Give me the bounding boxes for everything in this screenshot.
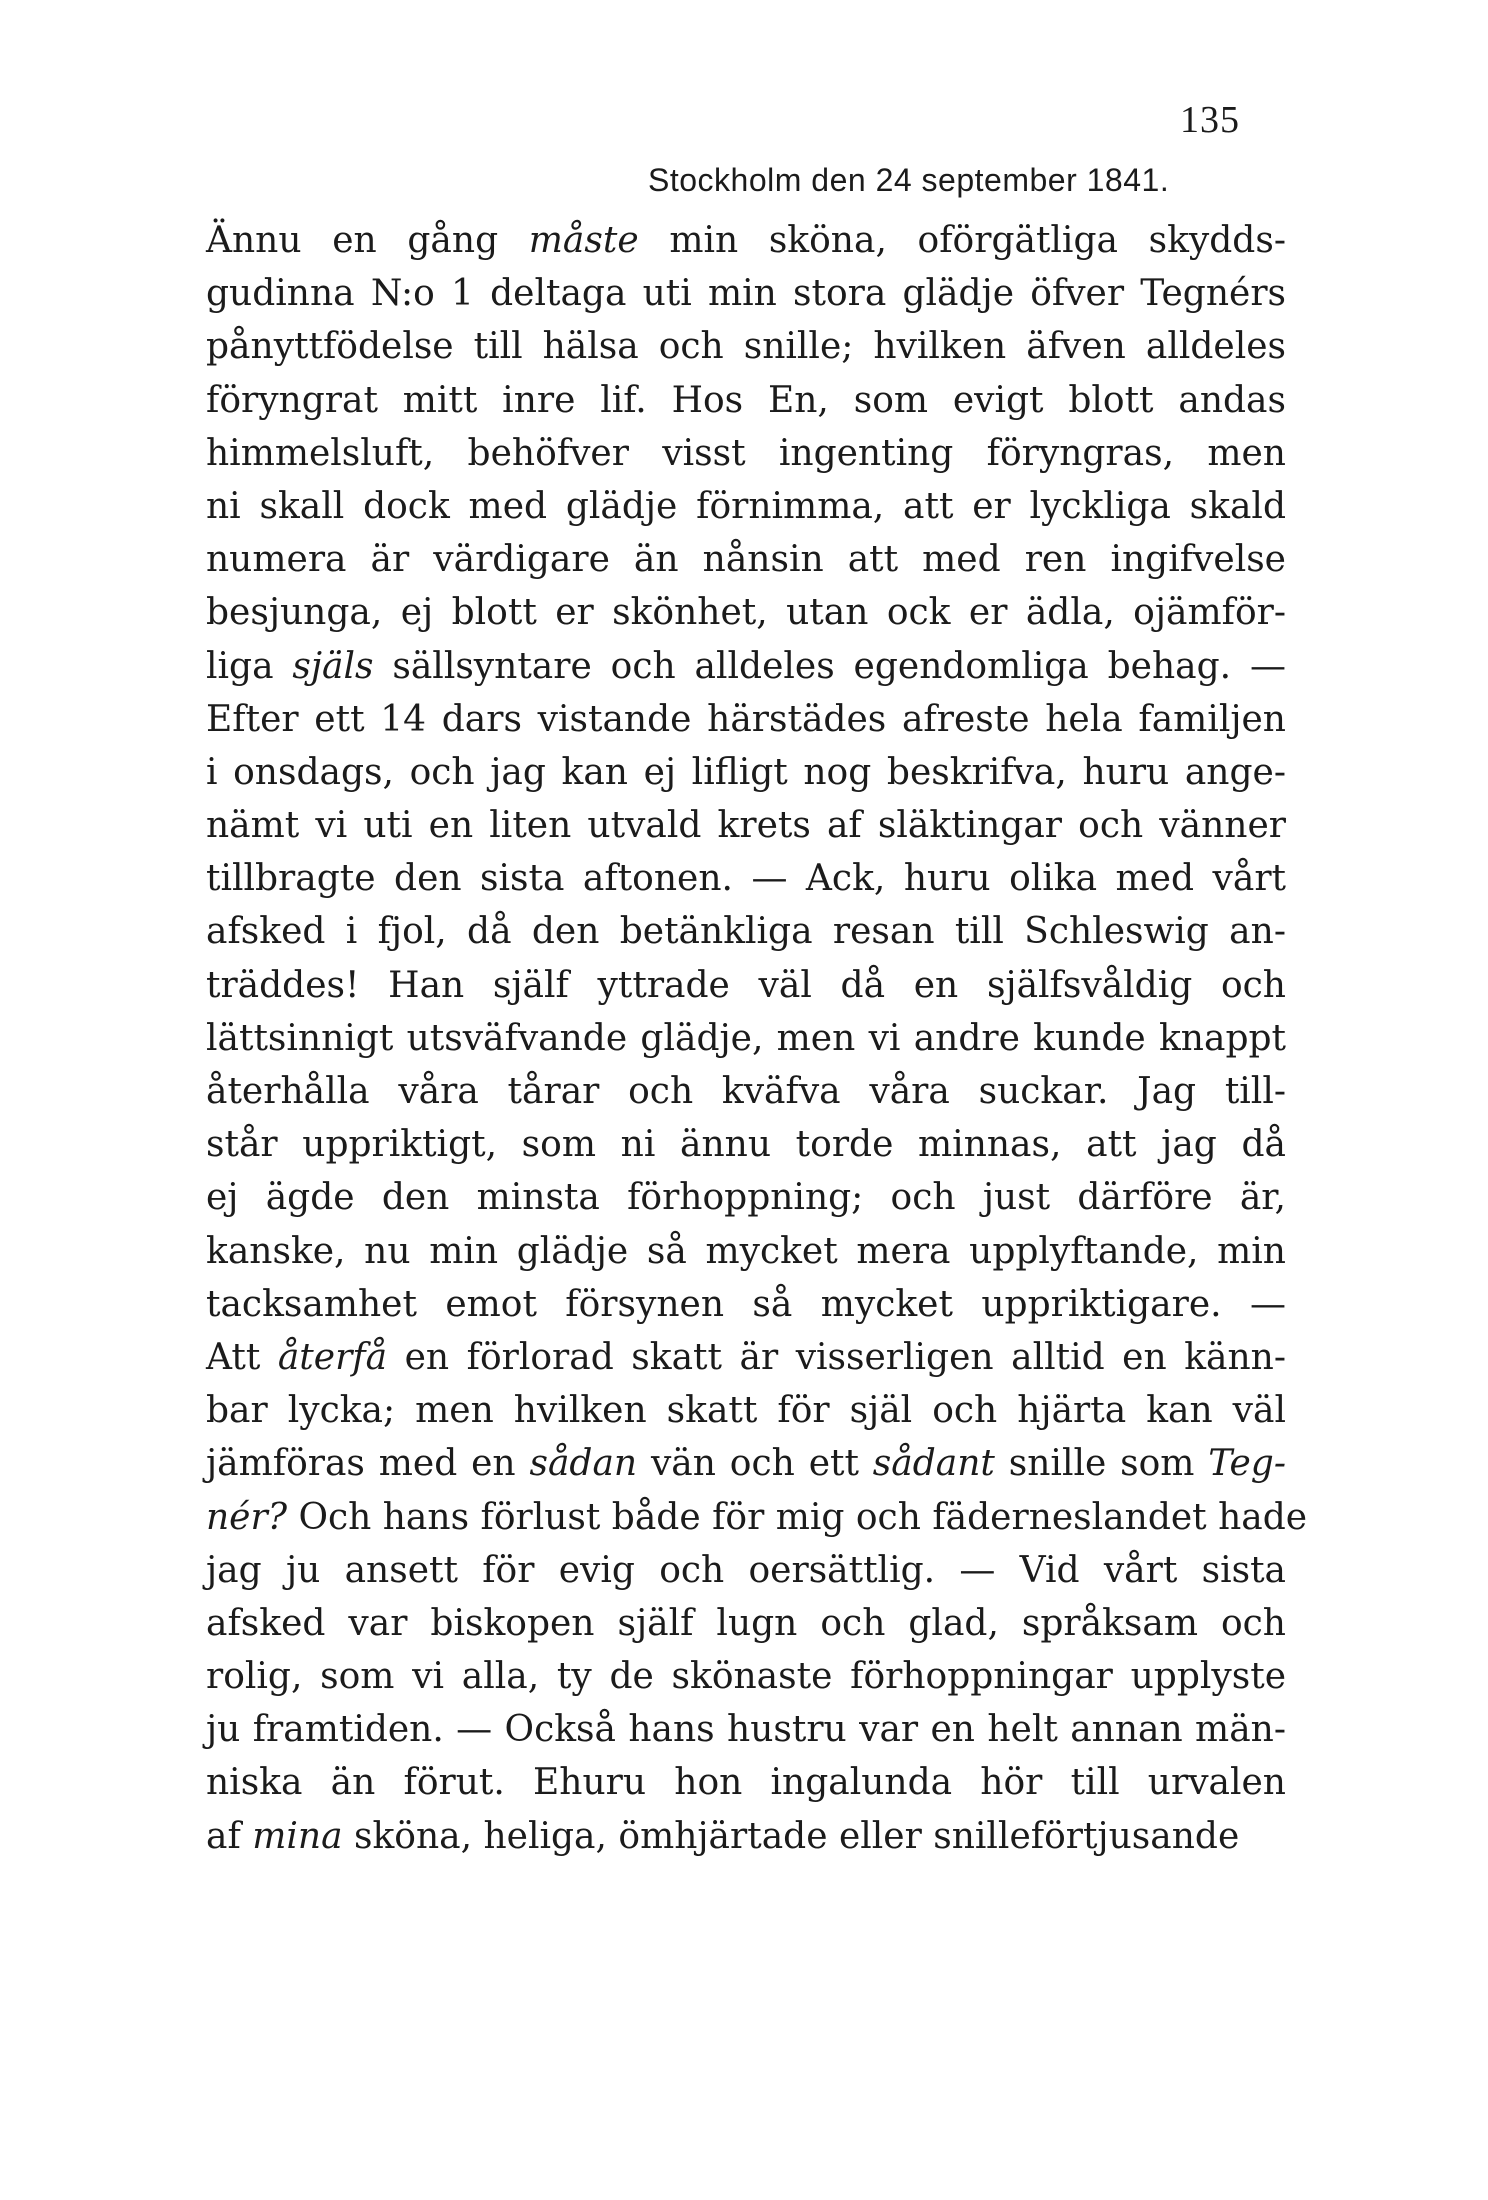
text-line bbox=[206, 1437, 1286, 1490]
text-line bbox=[206, 693, 1286, 746]
text-segment: niska än förut. Ehuru hon ingalunda hör till urvalen bbox=[206, 1762, 1286, 1804]
text-line bbox=[206, 640, 1286, 693]
text-segment: sällsyntare och alldeles egendomliga behag. — bbox=[373, 645, 1286, 687]
text-line bbox=[206, 852, 1286, 905]
text-line bbox=[206, 1756, 1286, 1809]
text-line bbox=[206, 427, 1286, 480]
text-segment: en förlorad skatt är visserligen alltid en känn- bbox=[387, 1336, 1287, 1378]
text-line bbox=[206, 1384, 1286, 1437]
text-line bbox=[206, 586, 1286, 639]
dateline: Stockholm den 24 september 1841. bbox=[648, 162, 1170, 198]
text-segment: träddes! Han själf yttrade väl då en själfsvåldig och bbox=[206, 964, 1286, 1006]
text-line bbox=[206, 533, 1286, 586]
text-segment: Efter ett 14 dars vistande härstädes afreste hela familjen bbox=[206, 698, 1286, 740]
text-line bbox=[206, 267, 1286, 320]
text-line bbox=[206, 1171, 1286, 1224]
text-segment: återhålla våra tårar och kväfva våra suckar. Jag till- bbox=[206, 1071, 1286, 1112]
text-line bbox=[206, 1012, 1286, 1065]
text-line bbox=[206, 1703, 1286, 1756]
text-line bbox=[206, 1065, 1286, 1118]
italic-text: själs bbox=[292, 645, 374, 687]
text-segment: Att bbox=[206, 1336, 278, 1378]
text-line bbox=[206, 959, 1286, 1012]
text-segment: afsked i fjol, då den betänkliga resan till Schleswig an- bbox=[206, 911, 1286, 953]
text-line bbox=[206, 905, 1286, 958]
text-segment: liga bbox=[206, 645, 293, 687]
text-line bbox=[206, 1118, 1286, 1171]
italic-text: sådan bbox=[529, 1443, 638, 1485]
text-segment: ej ägde den minsta förhoppning; och just därföre är, bbox=[206, 1177, 1286, 1219]
page-number: 135 bbox=[1180, 99, 1240, 141]
text-segment: jag ju ansett för evig och oersättlig. — Vid vårt sista bbox=[206, 1549, 1286, 1591]
italic-text: Teg- bbox=[1208, 1443, 1287, 1485]
text-segment: i onsdags, och jag kan ej lifligt nog beskrifva, huru ange- bbox=[206, 751, 1286, 793]
body-text bbox=[206, 214, 1308, 1863]
text-segment: gudinna N:o 1 deltaga uti min stora glädje öfver Tegnérs bbox=[206, 273, 1286, 315]
text-segment: pånyttfödelse till hälsa och snille; hvilken äfven alldeles bbox=[206, 326, 1286, 368]
text-line bbox=[206, 1225, 1286, 1278]
text-line bbox=[206, 1544, 1286, 1597]
text-segment: ju framtiden. — Också hans hustru var en helt annan män- bbox=[206, 1709, 1286, 1751]
text-line bbox=[206, 1491, 1308, 1544]
text-line bbox=[206, 746, 1286, 799]
text-line bbox=[206, 1331, 1286, 1384]
text-segment: af bbox=[206, 1815, 253, 1857]
text-segment: snille som bbox=[994, 1443, 1209, 1485]
text-segment: numera är värdigare än nånsin att med ren ingifvelse bbox=[206, 539, 1286, 581]
italic-text: återfå bbox=[277, 1336, 388, 1378]
text-segment: lättsinnigt utsväfvande glädje, men vi andre kunde knappt bbox=[206, 1017, 1286, 1059]
italic-text: sådant bbox=[872, 1443, 995, 1485]
text-line bbox=[206, 214, 1286, 267]
text-segment: himmelsluft, behöfver visst ingenting föryngras, men bbox=[206, 432, 1286, 474]
text-line bbox=[206, 320, 1286, 373]
text-segment: tillbragte den sista aftonen. — Ack, huru olika med vårt bbox=[206, 858, 1286, 900]
text-segment: ni skall dock med glädje förnimma, att er lyckliga skald bbox=[206, 485, 1286, 527]
text-segment: nämt vi uti en liten utvald krets af släktingar och vänner bbox=[206, 805, 1286, 847]
text-segment: tacksamhet emot försynen så mycket uppriktigare. — bbox=[206, 1283, 1286, 1325]
text-segment: min sköna, oförgätliga skydds- bbox=[638, 220, 1286, 261]
text-segment: besjunga, ej blott er skönhet, utan ock er ädla, ojämför- bbox=[206, 592, 1286, 634]
text-segment: bar lycka; men hvilken skatt för själ och hjärta kan väl bbox=[206, 1390, 1286, 1432]
text-segment: Och hans förlust både för mig och fäderneslandet hade bbox=[287, 1496, 1308, 1538]
text-line bbox=[206, 374, 1286, 427]
text-segment: står uppriktigt, som ni ännu torde minnas, att jag då bbox=[206, 1124, 1286, 1166]
text-line bbox=[206, 1650, 1286, 1703]
italic-text: måste bbox=[528, 220, 639, 261]
text-segment: afsked var biskopen själf lugn och glad, språksam och bbox=[206, 1602, 1286, 1644]
text-segment: vän och ett bbox=[637, 1443, 873, 1485]
text-line bbox=[206, 1810, 1286, 1863]
italic-text: mina bbox=[252, 1815, 343, 1857]
text-line bbox=[206, 1278, 1286, 1331]
text-segment: sköna, heliga, ömhjärtade eller snilleförtjusande bbox=[342, 1815, 1240, 1857]
text-segment: jämföras med en bbox=[206, 1443, 530, 1485]
text-segment: rolig, som vi alla, ty de skönaste förhoppningar upplyste bbox=[206, 1656, 1286, 1698]
text-segment: kanske, nu min glädje så mycket mera upplyftande, min bbox=[206, 1230, 1286, 1272]
text-line bbox=[206, 799, 1286, 852]
text-segment: Ännu en gång bbox=[206, 220, 529, 261]
text-segment: föryngrat mitt inre lif. Hos En, som evigt blott andas bbox=[206, 379, 1286, 421]
text-line bbox=[206, 1597, 1286, 1650]
text-line bbox=[206, 480, 1286, 533]
italic-text: nér? bbox=[206, 1496, 287, 1538]
